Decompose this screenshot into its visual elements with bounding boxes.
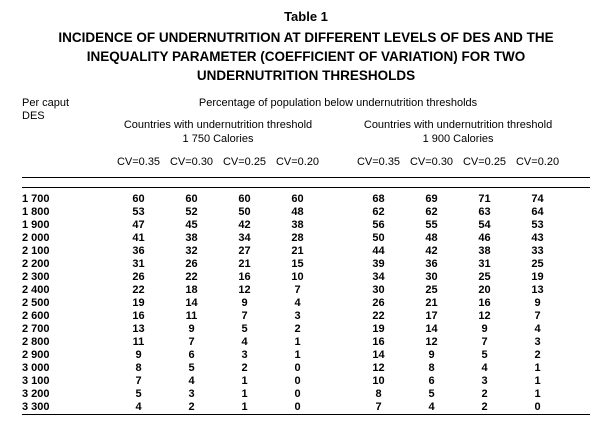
table-cell: 25 <box>531 258 544 270</box>
group-header-1750 <box>112 110 324 146</box>
table-cell: 1 <box>294 336 301 348</box>
des-value: 2 700 <box>22 323 50 335</box>
table-cell: 42 <box>425 245 438 257</box>
table-cell: 11 <box>132 336 145 348</box>
column-gap <box>324 375 352 388</box>
table-cell: 11 <box>185 310 198 322</box>
table-cell: 3 <box>241 349 248 361</box>
table-cell: 50 <box>372 232 385 244</box>
des-value: 1 800 <box>22 206 50 218</box>
table-cell: 5 <box>135 388 142 400</box>
filler-cell <box>564 349 590 362</box>
rule-line-bottom <box>22 187 590 188</box>
table-row <box>22 336 590 349</box>
table-cell: 7 <box>241 310 248 322</box>
filler-cell <box>564 245 590 258</box>
table-cell: 3 <box>188 388 195 400</box>
des-value: 3 000 <box>22 362 50 374</box>
table-cell: 52 <box>185 206 198 218</box>
table-title <box>22 28 590 85</box>
group-1-title: Countries with undernutrition threshold <box>123 119 313 131</box>
column-gap <box>324 336 352 349</box>
filler-cell <box>564 232 590 245</box>
table-cell: 10 <box>291 271 304 283</box>
column-gap <box>324 323 352 336</box>
table-cell: 1 <box>241 388 248 400</box>
table-cell: 5 <box>428 388 435 400</box>
table-row <box>22 310 590 323</box>
rule-gap <box>22 178 590 187</box>
filler-header <box>564 97 590 177</box>
table-cell: 38 <box>185 232 198 244</box>
table-row <box>22 388 590 401</box>
cv-header: CV=0.20 <box>275 156 320 168</box>
cv-header: CV=0.20 <box>515 156 560 168</box>
table-cell: 1 <box>534 362 541 374</box>
table-cell: 7 <box>188 336 195 348</box>
table-cell: 7 <box>135 375 142 387</box>
column-gap <box>324 232 352 245</box>
des-value: 2 600 <box>22 310 50 322</box>
table-cell: 20 <box>478 284 491 296</box>
table-cell: 7 <box>481 336 488 348</box>
table-cell: 25 <box>425 284 438 296</box>
span-header: Percentage of population below undernutrition thresholds <box>198 97 478 109</box>
filler-cell <box>564 375 590 388</box>
table-cell: 31 <box>478 258 491 270</box>
table-cell: 12 <box>425 336 438 348</box>
table-cell: 36 <box>132 245 145 257</box>
column-gap <box>324 362 352 375</box>
undernutrition-table <box>22 97 590 415</box>
table-cell: 25 <box>478 271 491 283</box>
table-cell: 21 <box>425 297 438 309</box>
table-cell: 1 <box>241 401 248 413</box>
column-gap <box>324 388 352 401</box>
table-cell: 5 <box>481 349 488 361</box>
table-row <box>22 271 590 284</box>
table-cell: 1 <box>294 349 301 361</box>
table-cell: 22 <box>132 284 145 296</box>
table-title-line-2: INEQUALITY PARAMETER (COEFFICIENT OF VARIATION) FOR TWO <box>86 49 526 64</box>
column-gap <box>324 110 352 146</box>
table-row <box>22 401 590 415</box>
table-cell: 6 <box>428 375 435 387</box>
table-cell: 0 <box>534 401 541 413</box>
table-cell: 44 <box>372 245 385 257</box>
des-value: 2 800 <box>22 336 50 348</box>
table-cell: 7 <box>294 284 301 296</box>
table-cell: 6 <box>188 349 195 361</box>
column-gap <box>324 297 352 310</box>
table-cell: 45 <box>185 219 198 231</box>
group-2-title: Countries with undernutrition threshold <box>363 119 553 131</box>
table-cell: 1 <box>534 388 541 400</box>
table-cell: 36 <box>425 258 438 270</box>
table-cell: 28 <box>291 232 304 244</box>
table-row <box>22 284 590 297</box>
row-header-line-2: DES <box>22 110 45 122</box>
column-gap <box>324 349 352 362</box>
cv-header: CV=0.35 <box>356 156 401 168</box>
table-cell: 22 <box>185 271 198 283</box>
table-cell: 38 <box>478 245 491 257</box>
table-row <box>22 206 590 219</box>
table-cell: 21 <box>291 245 304 257</box>
table-cell: 13 <box>531 284 544 296</box>
table-cell: 55 <box>425 219 438 231</box>
table-cell: 53 <box>531 219 544 231</box>
table-cell: 2 <box>188 401 195 413</box>
des-value: 2 500 <box>22 297 50 309</box>
des-value: 3 300 <box>22 401 50 413</box>
filler-cell <box>564 219 590 232</box>
table-cell: 69 <box>425 193 438 205</box>
table-cell: 7 <box>534 310 541 322</box>
table-row <box>22 323 590 336</box>
cv-header: CV=0.30 <box>409 156 454 168</box>
table-row <box>22 245 590 258</box>
filler-cell <box>564 323 590 336</box>
table-row <box>22 219 590 232</box>
table-cell: 4 <box>241 336 248 348</box>
table-cell: 47 <box>132 219 145 231</box>
table-cell: 39 <box>372 258 385 270</box>
filler-cell <box>564 258 590 271</box>
table-cell: 12 <box>372 362 385 374</box>
table-row <box>22 258 590 271</box>
header-rule <box>22 177 590 193</box>
table-cell: 4 <box>294 297 301 309</box>
table-cell: 26 <box>132 271 145 283</box>
table-cell: 19 <box>531 271 544 283</box>
table-cell: 8 <box>375 388 382 400</box>
filler-cell <box>564 362 590 375</box>
row-header-per-caput-des <box>22 97 112 177</box>
table-cell: 9 <box>241 297 248 309</box>
table-cell: 2 <box>534 349 541 361</box>
filler-cell <box>564 401 590 415</box>
table-cell: 2 <box>481 401 488 413</box>
table-cell: 34 <box>372 271 385 283</box>
filler-cell <box>564 388 590 401</box>
table-cell: 60 <box>291 193 304 205</box>
des-value: 2 200 <box>22 258 50 270</box>
table-cell: 0 <box>294 375 301 387</box>
table-cell: 4 <box>428 401 435 413</box>
table-cell: 64 <box>531 206 544 218</box>
table-cell: 21 <box>238 258 251 270</box>
column-gap <box>324 310 352 323</box>
table-cell: 3 <box>534 336 541 348</box>
group-1-subtitle: 1 750 Calories <box>182 133 254 145</box>
column-gap <box>324 271 352 284</box>
table-cell: 19 <box>372 323 385 335</box>
filler-cell <box>564 206 590 219</box>
column-gap <box>324 193 352 206</box>
table-row <box>22 349 590 362</box>
table-cell: 2 <box>481 388 488 400</box>
table-cell: 14 <box>372 349 385 361</box>
table-cell: 9 <box>135 349 142 361</box>
table-cell: 48 <box>425 232 438 244</box>
table-cell: 62 <box>425 206 438 218</box>
table-cell: 3 <box>294 310 301 322</box>
table-cell: 31 <box>132 258 145 270</box>
table-cell: 60 <box>238 193 251 205</box>
column-gap <box>324 219 352 232</box>
table-cell: 9 <box>428 349 435 361</box>
table-cell: 26 <box>372 297 385 309</box>
cv-header: CV=0.30 <box>169 156 214 168</box>
table-cell: 32 <box>185 245 198 257</box>
table-cell: 17 <box>425 310 438 322</box>
table-row <box>22 375 590 388</box>
table-cell: 16 <box>238 271 251 283</box>
table-cell: 2 <box>241 362 248 374</box>
table-cell: 1 <box>534 375 541 387</box>
filler-cell <box>564 310 590 323</box>
filler-cell <box>564 297 590 310</box>
des-value: 2 000 <box>22 232 50 244</box>
cv-header: CV=0.25 <box>222 156 267 168</box>
column-gap <box>324 284 352 297</box>
filler-cell <box>564 284 590 297</box>
table-cell: 8 <box>428 362 435 374</box>
table-cell: 38 <box>291 219 304 231</box>
table-cell: 7 <box>375 401 382 413</box>
cv-header: CV=0.25 <box>462 156 507 168</box>
table-cell: 12 <box>238 284 251 296</box>
group-header-1900 <box>352 110 564 146</box>
column-gap <box>324 258 352 271</box>
des-value: 2 100 <box>22 245 50 257</box>
table-body <box>22 193 590 415</box>
table-cell: 0 <box>294 362 301 374</box>
table-cell: 60 <box>185 193 198 205</box>
table-cell: 62 <box>372 206 385 218</box>
row-header-line-1: Per caput <box>22 97 70 109</box>
table-cell: 43 <box>531 232 544 244</box>
table-cell: 9 <box>534 297 541 309</box>
table-cell: 56 <box>372 219 385 231</box>
table-row <box>22 193 590 206</box>
des-value: 2 300 <box>22 271 50 283</box>
group-2-subtitle: 1 900 Calories <box>422 133 494 145</box>
cv-header: CV=0.35 <box>116 156 161 168</box>
table-cell: 60 <box>132 193 145 205</box>
table-cell: 5 <box>241 323 248 335</box>
des-value: 1 700 <box>22 193 50 205</box>
table-row <box>22 232 590 245</box>
table-row <box>22 362 590 375</box>
table-cell: 48 <box>291 206 304 218</box>
table-cell: 10 <box>372 375 385 387</box>
column-gap <box>324 401 352 415</box>
table-cell: 41 <box>132 232 145 244</box>
table-cell: 68 <box>372 193 385 205</box>
table-cell: 8 <box>135 362 142 374</box>
table-cell: 16 <box>132 310 145 322</box>
table-cell: 46 <box>478 232 491 244</box>
table-cell: 30 <box>425 271 438 283</box>
filler-cell <box>564 193 590 206</box>
filler-cell <box>564 336 590 349</box>
filler-cell <box>564 271 590 284</box>
table-cell: 0 <box>294 401 301 413</box>
table-cell: 16 <box>372 336 385 348</box>
des-value: 3 100 <box>22 375 50 387</box>
table-cell: 2 <box>294 323 301 335</box>
table-cell: 19 <box>132 297 145 309</box>
table-cell: 42 <box>238 219 251 231</box>
table-cell: 5 <box>188 362 195 374</box>
des-value: 3 200 <box>22 388 50 400</box>
table-cell: 50 <box>238 206 251 218</box>
table-cell: 33 <box>531 245 544 257</box>
table-cell: 4 <box>188 375 195 387</box>
table-cell: 27 <box>238 245 251 257</box>
table-row <box>22 297 590 310</box>
table-cell: 22 <box>372 310 385 322</box>
table-cell: 18 <box>185 284 198 296</box>
table-title-line-1: INCIDENCE OF UNDERNUTRITION AT DIFFERENT LEVELS OF DES AND THE <box>58 30 554 45</box>
table-cell: 26 <box>185 258 198 270</box>
table-number-label: Table 1 <box>284 9 328 24</box>
des-value: 2 400 <box>22 284 50 296</box>
table-cell: 74 <box>531 193 544 205</box>
table-cell: 9 <box>481 323 488 335</box>
table-cell: 9 <box>188 323 195 335</box>
table-cell: 63 <box>478 206 491 218</box>
table-cell: 12 <box>478 310 491 322</box>
table-cell: 3 <box>481 375 488 387</box>
column-gap <box>324 206 352 219</box>
table-cell: 13 <box>132 323 145 335</box>
column-gap <box>324 245 352 258</box>
des-value: 1 900 <box>22 219 50 231</box>
table-cell: 30 <box>372 284 385 296</box>
table-cell: 4 <box>534 323 541 335</box>
des-value: 2 900 <box>22 349 50 361</box>
table-cell: 4 <box>481 362 488 374</box>
table-title-line-3: UNDERNUTRITION THRESHOLDS <box>196 68 416 83</box>
table-cell: 53 <box>132 206 145 218</box>
column-gap <box>324 146 352 177</box>
table-cell: 15 <box>291 258 304 270</box>
table-cell: 0 <box>294 388 301 400</box>
table-cell: 54 <box>478 219 491 231</box>
table-cell: 71 <box>478 193 491 205</box>
table-cell: 16 <box>478 297 491 309</box>
table-cell: 4 <box>135 401 142 413</box>
table-cell: 34 <box>238 232 251 244</box>
table-cell: 14 <box>425 323 438 335</box>
table-cell: 14 <box>185 297 198 309</box>
table-cell: 1 <box>241 375 248 387</box>
